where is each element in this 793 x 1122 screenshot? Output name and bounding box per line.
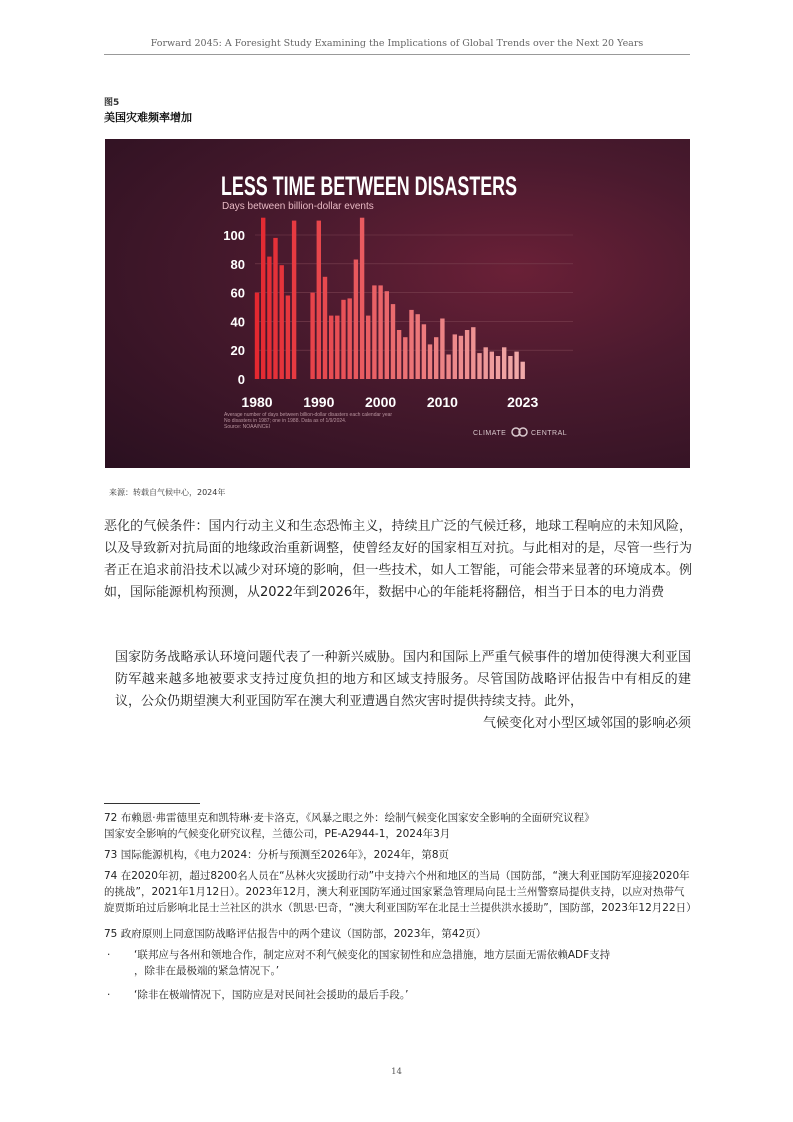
bar-1997 <box>360 218 364 379</box>
bar-2016 <box>477 353 481 379</box>
y-tick-label: 40 <box>230 314 245 330</box>
bar-2023 <box>521 362 525 379</box>
footnotes <box>104 810 697 1003</box>
bar-2000 <box>378 285 382 379</box>
x-tick-label: 1990 <box>303 394 335 410</box>
footnote-75-bullet-1 <box>104 947 692 979</box>
bar-2001 <box>385 291 389 379</box>
body-paragraph-2-text: 国家防务战略承认环境问题代表了一种新兴威胁。国内和国际上严重气候事件的增加使得澳大利亚国防军越来越多地被要求支持过度负担的地方和区域支持服务。尽管国防战略评估报告中有相反的建议，公众仍期望澳大利亚国防军在澳大利亚遭遇自然灾害时提供持续支持。此外， <box>115 650 691 709</box>
chart-title: LESS TIME BETWEEN DISASTERS <box>221 171 517 201</box>
bar-2002 <box>391 304 395 379</box>
bar-1981 <box>261 218 265 379</box>
chart-note-2: No disasters in 1987; one in 1988. Data as of 1/9/2024. <box>224 418 347 424</box>
bar-2017 <box>484 347 488 379</box>
bar-2011 <box>446 355 450 380</box>
chart-bars <box>255 218 525 379</box>
bar-1986 <box>292 221 296 379</box>
bar-1991 <box>323 277 327 379</box>
footnote-72-line-1: 72 布赖恩·弗雷德里克和凯特琳·麦卡洛克，《风暴之眼之外：绘制气候变化国家安全影响的全面研究议程》 <box>104 812 595 824</box>
bar-2019 <box>496 356 500 379</box>
body-paragraph-2 <box>115 647 691 735</box>
bullet-marker: · <box>107 989 111 1001</box>
footnote-75: 75 政府原则上同意国防战略评估报告中的两个建议（国防部，2023年，第42页） <box>104 928 487 940</box>
chart-gridlines <box>255 235 573 350</box>
bar-chart <box>105 139 690 468</box>
climate-central-logo <box>512 428 527 436</box>
bar-2022 <box>514 352 518 379</box>
bullet-marker: · <box>107 949 111 961</box>
bar-2005 <box>409 310 413 379</box>
chart-subtitle: Days between billion-dollar events <box>222 201 374 212</box>
bar-2009 <box>434 337 438 379</box>
bar-2012 <box>453 334 457 379</box>
chart-note-1: Average number of days between billion-dollar disasters each calendar year <box>224 412 393 418</box>
brand-text: CLIMATE CENTRAL <box>473 430 568 437</box>
footnote-73: 73 国际能源机构，《电力2024：分析与预测至2026年》，2024年，第8页 <box>104 849 450 861</box>
bar-2014 <box>465 330 469 379</box>
bar-2018 <box>490 352 494 379</box>
header-rule <box>104 54 690 55</box>
figure-label: 图5 <box>104 98 120 108</box>
chart-note-3: Source: NOAA/NCEI <box>224 424 271 430</box>
body-paragraph-1: 恶化的气候条件：国内行动主义和生态恐怖主义，持续且广泛的气候迁移，地球工程响应的未知风险，以及导致新对抗局面的地缘政治重新调整，使曾经友好的国家相互对抗。与此相对的是，尽管一些行为者正在追求前沿技术以减少对环境的影响，但一些技术，如人工智能，可能会带来显著的环境成本。例如，国际能源机构预测，从2022年到2026年，数据中心的年能耗将翻倍，相当于日本的电力消费 <box>104 519 692 600</box>
y-tick-label: 20 <box>230 343 245 359</box>
y-tick-label: 60 <box>230 285 245 301</box>
bar-1982 <box>267 257 271 379</box>
bar-1985 <box>286 296 290 380</box>
bar-1992 <box>329 316 333 379</box>
bar-2004 <box>403 337 407 379</box>
x-tick-label: 2023 <box>507 394 539 410</box>
x-tick-label: 2000 <box>365 394 397 410</box>
bar-2007 <box>422 324 426 379</box>
y-axis-ticks <box>223 228 245 387</box>
bar-1996 <box>354 260 358 380</box>
body-paragraph-2-last-line: 气候变化对小型区域邻国的影响必须 <box>482 716 691 731</box>
bar-1995 <box>348 298 352 379</box>
bullet-1-line-2: ，除非在最极端的紧急情况下。’ <box>134 965 280 977</box>
y-tick-label: 80 <box>230 256 245 272</box>
footnote-74: 74 在2020年初，超过8200名人员在“丛林火灾援助行动”中支持六个州和地区的当局（国防部，“澳大利亚国防军迎接2020年的挑战”，2021年1月12日）。2023年12月，澳大利亚国防军通过国家紧急管理局向昆士兰州警察局提供支持，以应对热带气旋贾斯珀过后影响北昆士兰社区的洪水（凯思·巴奇，“澳大利亚国防军在北昆士兰提供洪水援助”，国防部，2023年12月22日） <box>104 870 697 914</box>
x-tick-label: 1980 <box>241 394 273 410</box>
x-axis-ticks <box>241 394 538 410</box>
bar-2008 <box>428 344 432 379</box>
x-tick-label: 2010 <box>426 394 458 410</box>
figure-title: 美国灾难频率增加 <box>104 111 192 124</box>
y-tick-label: 0 <box>237 372 245 387</box>
bar-2006 <box>416 314 420 379</box>
bar-1983 <box>273 238 277 379</box>
bullet-2-text: ‘除非在极端情况下，国防应是对民间社会援助的最后手段。’ <box>134 989 409 1001</box>
bar-2013 <box>459 336 463 379</box>
bar-1990 <box>317 221 321 379</box>
running-header: Forward 2045: A Foresight Study Examining the Implications of Global Trends over the Next 20 Years <box>150 38 644 49</box>
y-tick-label: 100 <box>223 228 245 243</box>
page-number: 14 <box>391 1067 402 1077</box>
bar-1984 <box>280 265 284 379</box>
bar-1989 <box>310 293 314 379</box>
bar-1994 <box>341 300 345 379</box>
bar-2003 <box>397 330 401 379</box>
bar-2020 <box>502 347 506 379</box>
footnote-72-line-2: 国家安全影响的气候变化研究议程，兰德公司，PE-A2944-1，2024年3月 <box>104 828 451 840</box>
figure-source: 来源：转载自气候中心，2024年 <box>109 488 226 497</box>
footnote-rule <box>104 803 200 804</box>
bar-1993 <box>335 316 339 379</box>
bar-2021 <box>508 356 512 379</box>
chart-figure <box>105 139 690 468</box>
footnote-72 <box>104 810 692 842</box>
bar-2010 <box>440 319 444 380</box>
bar-2015 <box>471 327 475 379</box>
bar-1999 <box>372 285 376 379</box>
bar-1998 <box>366 316 370 379</box>
footnote-75-bullet-2 <box>104 987 692 1003</box>
bullet-1-line-1: ‘联邦应与各州和领地合作，制定应对不利气候变化的国家韧性和应急措施，地方层面无需依赖ADF支持 <box>134 949 611 961</box>
bar-1980 <box>255 293 259 379</box>
